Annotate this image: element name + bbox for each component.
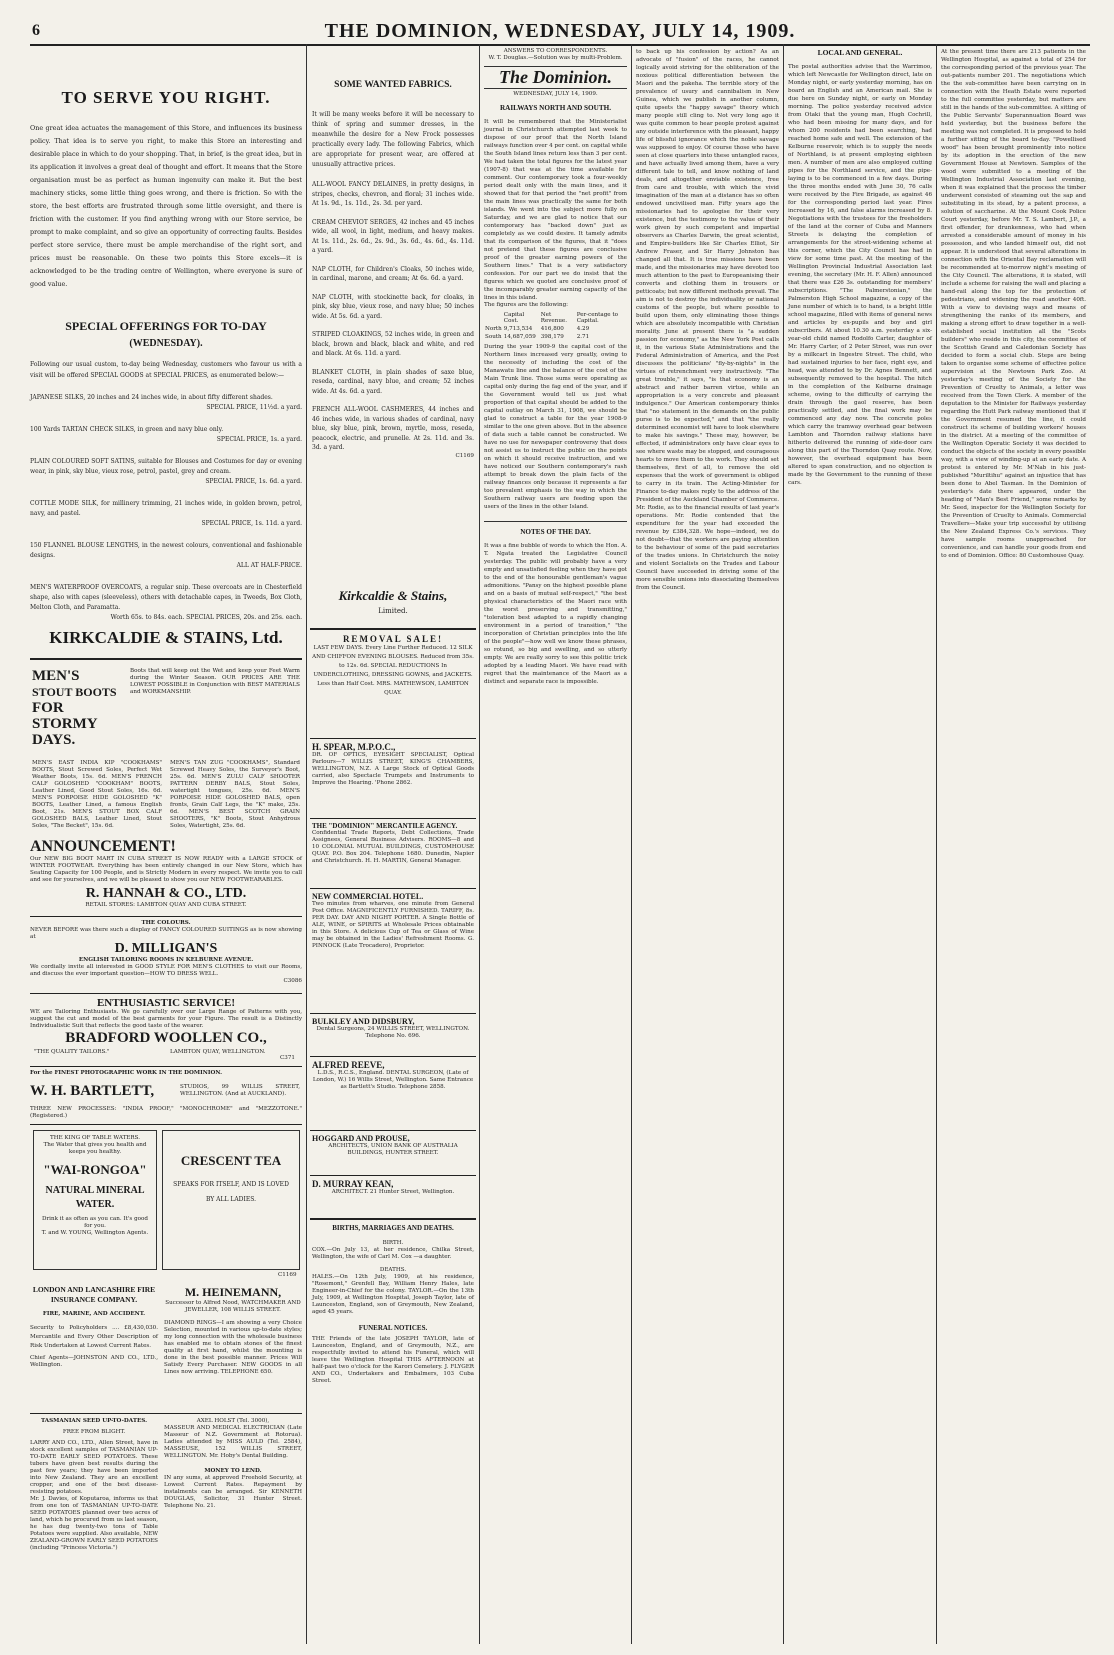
special-sub: (WEDNESDAY). [129, 338, 203, 349]
funeral-head: FUNERAL NOTICES. [358, 1324, 428, 1332]
offer-text: MEN'S WATERPROOF OVERCOATS, a regular snip. These overcoats are in Chesterfield shape, also with capes (sleeveless), others with detachable capes, in Tweeds, Box Cloth, Melton Cloth, and Paramatta. [30, 584, 302, 611]
boots-title-line: DAYS. [32, 732, 76, 748]
bmd-head: BIRTHS, MARRIAGES AND DEATHS. [332, 1224, 454, 1232]
bulkley-advert [312, 1017, 474, 1040]
bradford-advert [30, 997, 302, 1061]
hoggard-advert [312, 1134, 474, 1157]
section-rule [310, 1175, 476, 1176]
column-rule [631, 44, 632, 1644]
section-rule [310, 1130, 476, 1131]
offer-item [30, 393, 302, 413]
table-header [484, 311, 503, 325]
bradford-name: BRADFORD WOOLLEN CO., [65, 1030, 267, 1046]
hannah-name: R. HANNAH & CO., LTD. [85, 886, 247, 901]
heinemann-body: Successor to Alfred Nood, WATCHMAKER AND JEWELLER, 108 WILLIS STREET. [165, 1300, 301, 1313]
editorial-continued [636, 48, 779, 592]
tasman-sub: FREE FROM BLIGHT. [62, 1429, 126, 1435]
special-intro: Following our usual custom, to-day being Wednesday, customers who favour us with a visit will be offered SPECIAL GOODS at SPECIAL PRICES, as enumerated below:— [30, 361, 302, 379]
section-rule [310, 888, 476, 889]
agency-body: Confidential Trade Reports, Debt Collections, Trade Assignees, General Business Advisers. ROOMS—8 and 10 COLONIAL MUTUAL BUILDINGS, CUSTOMHOUSE QUAY. P.O. Box 204. Telephone 1680. Dunedin, Napier and Christchurch. H. H. MARTIN, General Manager. [312, 830, 474, 864]
bartlett-name: W. H. BARTLETT, [30, 1083, 155, 1099]
reeve-body: L.D.S., R.C.S., England. DENTAL SURGEON, (Late of London, W.) 16 Willis Street, Wellington. Same Entrance as Bartlett's Studio. Telephone 2858. [312, 1070, 474, 1090]
local-head: LOCAL AND GENERAL. [817, 48, 903, 57]
offer-text: COTTLE MODE SILK, for millinery trimming, 21 inches wide, in golden brown, petrol, navy, and pastel. [30, 500, 302, 517]
notes-body: It was a fine bubble of words to which the Hon. A. T. Ngata treated the Legislative Council yesterday. The public will probably have a very empty and unsatisfied feeling when they have got to the end of the honourable gentleman's vague admonitions. "Pansy on the highest possible plane and on a basis of mutual self-respect," "the best physical characteristics of the Maori race with the worst preserving and transmitting," "toleration best adapted to a rapidly changing environment in a period of transition," "the incorporation of Christian principles into the life of the people"—how well we know these phrases, so rotund, so big and swelling, and so utterly empty. We are really sorry to see this politic trick adopted by a leading Maori. We have read with regret that the maintenance of the Maori as a distinct and separate race is impossible. [484, 543, 627, 685]
boots-title-line: STORMY [32, 716, 98, 732]
hotel-body: Two minutes from wharves, one minute from General Post Office. MAGNIFICENTLY FURNISHED. TARIFF, 8s. PER DAY. DAY AND NIGHT PORTER. A Single Bottle of ALE, WINE, or SPIRITS at Wholesale Prices obtainable in this Store. A delicious Cup of Tea or Glass of Wine may be obtained in the Ladies' Refreshment Rooms. G. PINNOCK (Late Trocadero), Proprietor. [312, 901, 474, 949]
hoyte-body: MASSEUR AND MEDICAL ELECTRICIAN (Late Masseur of N.Z. Government at Rotorua). Ladies attended by MISS AULD (Tel. 2584), MASSEUSE, 152 WILLIS STREET, WELLINGTON. Mr. Hoby's Dental Building. [164, 1425, 302, 1459]
table-header: Per-centage to Capital. [576, 312, 618, 324]
colours-body: NEVER BEFORE was there such a display of FANCY COLOURED SUITINGS as is now showing at [30, 927, 302, 940]
boots-title-line: MEN'S [32, 668, 80, 684]
spear-advert [312, 742, 474, 787]
serve-body: One great idea actuates the management of this Store, and influences its business policy. That idea is to serve you right, to make this Store an interesting and desirable place in which to do your shopping. That, in brief, is the great idea, but in its application it involves a great deal of thought and effort. It means that the Store organisation must be as perfect as human ingenuity can make it. But the best machinery sticks, some little thing goes wrong, and there is friction. So with the store, the best efforts are frustrated through some little oversight, and there is friction with the customer. If you find anything wrong with our Store service, be prompt to make complaint, and so give an opportunity of correcting faults. Besides perfect store service, there must be ample merchandise of the right sort, and prices must be reasonable. On these two points this Store excels—it is acknowledged to be the trading centre of Wellington, where everyone is sure of good value. [30, 124, 302, 288]
table-cell: South [485, 334, 502, 340]
waiwater-agent: T. and W. YOUNG, Wellington Agents. [41, 1230, 149, 1236]
table-row [484, 333, 627, 341]
boots-items-right: MEN'S TAN ZUG "COOKHAMS", Standard Screwed Heavy Soles, the Surveyor's Boot, 25s. 6d. MEN'S ZULU CALF SHOOTER PATTERN DERBY BALS, Stout Soles, watertight tongues, 25s. 6d. MEN'S PORPOISE HIDE GOLOSHED BALS, open fronts, Grain Calf Legs, the "K" make, 25s. 6d. MEN'S BEST SCOTCH GRAIN SHOOTERS, "K" Boots, Stout Anhydrous Soles, Watertight, 25s. 6d. [170, 760, 300, 829]
notes-head: NOTES OF THE DAY. [484, 521, 627, 536]
dental1-head: BULKLEY AND DIDSBURY, [312, 1017, 415, 1026]
masseur-advert [164, 1418, 302, 1510]
table-caption: The figures are the following: [484, 302, 569, 308]
waiwater-head: THE KING OF TABLE WATERS. [49, 1135, 141, 1141]
milligan-sub: ENGLISH TAILORING ROOMS IN KELBURNE AVENUE. [78, 957, 254, 963]
crescent-tea-advert [162, 1130, 300, 1270]
column-rule [306, 44, 307, 1644]
fabric-item: ALL-WOOL FANCY DELAINES, in pretty designs, in stripes, checks, chevron, and floral; 31 inches wide. At 1s. 9d., 1s. 11d., 2s. 3d. per yard. [312, 181, 474, 207]
kirkcaldie-firm: KIRKCALDIE & STAINS, Ltd. [49, 628, 283, 647]
section-rule [310, 1056, 476, 1057]
fabric-item: NAP CLOTH, for Children's Cloaks, 50 inches wide, in cardinal, marone, and cream; At 6s. 6d. a yard. [312, 265, 474, 282]
boots-items-left: MEN'S EAST INDIA KIP "COOKHAMS" BOOTS, Stout Screwed Soles, Perfect Wet Weather Boots, 15s. 6d. MEN'S FRENCH CALF GOLOSHED "COOKHAM" BOOTS, Leather Lined, Good Stout Soles, 16s. 6d. MEN'S PORPOISE HIDE GOLOSHED "K" BOOTS, Leather Lined, a famous English Boot, 21s. MEN'S STOUT BOX CALF GOLOSHED BALS, Leather Lined, Stout Soles, "The Becket", 15s. 6d. [32, 760, 162, 829]
bradford-addr: LAMBTON QUAY, WELLINGTON. [170, 1049, 266, 1055]
table-cell: 14,687,059 [503, 334, 536, 340]
section-rule [30, 1413, 302, 1414]
offer-price: ALL AT HALF-PRICE. [236, 562, 302, 569]
offer-price: SPECIAL PRICE, 1s. 11d. a yard. [201, 520, 302, 527]
funeral-body: THE Friends of the late JOSEPH TAYLOR, late of Launceston, England, and of Greymouth, N.Z., are respectfully invited to attend his Funeral, which will leave the Wellington Hospital THIS AFTERNOON at half-past two o'clock for the Karori Cemetery. J. FLYGER AND CO., Undertakers and Embalmers, 103 Cuba Street. [312, 1336, 474, 1384]
answers-head: ANSWERS TO CORRESPONDENTS. [503, 48, 608, 54]
bartlett-processes: THREE NEW PROCESSES: "INDIA PROOF," "MONOCHROME" and "MEZZOTONE." (Registered.) [30, 1106, 302, 1119]
tasman-body: LARRY AND CO., LTD., Allen Street, have in stock excellent samples of TASMANIAN UP-TO-DATE EARLY SEED POTATOES. These tubers have given best results during the past few years; they have been imported into New Zealand. They are an excellent cropper, and one of the best disease-resisting potatoes. [30, 1440, 158, 1495]
hotel-head: NEW COMMERCIAL HOTEL. [312, 892, 424, 901]
offer-item [30, 499, 302, 529]
kirkcaldie-advert [30, 52, 302, 629]
spear-head: H. SPEAR, M.P.O.C., [312, 742, 396, 752]
tea-name: CRESCENT TEA [180, 1153, 282, 1168]
column-rule [783, 44, 784, 1644]
tasman-head: TASMANIAN SEED UP-TO-DATES. [40, 1418, 148, 1424]
section-rule [30, 1124, 302, 1125]
offer-price: SPECIAL PRICE, 11½d. a yard. [206, 404, 302, 411]
masthead [30, 18, 1086, 44]
agency-head: THE "DOMINION" MERCANTILE AGENCY. [312, 822, 458, 830]
masthead-title: THE DOMINION, WEDNESDAY, JULY 14, 1909. [324, 20, 796, 42]
column-body: At the present time there are 213 patients in the Wellington Hospital, as against a total of 254 for the corresponding period of the previous year. The out-patients number 201. The negotiations which the the sub-committee have been carrying on in connection with the Heath Estate were reported to the full committee yesterday, but matters are still in the hands of the sub-committee. A sitting of the Public Servants' Superannuation Board was held yesterday, but the business before the meeting was not completed. It is proposed to hold a further sitting of the board to-day. "Powellised wood" has been brought prominently into notice by its adoption in the erection of the new Government House at Newtown. Samples of the wood were submitted to a meeting of the Wellington Industrial Association last evening, when it was explained that the process the timber underwent consisted of steaming out the sap and substituting in its stead, by a patent process, a solution of saccharine. At the Mount Cook Police Court yesterday, before Mr. T. S. Lambert, J.P., a first offender, for drunkenness, who had when arrested a considerable amount of money in his possession, and who landed himself out, did not appear. It is understood that several alterations in connection with the Oriental Bay reclamation will be recommended at to-morrow night's meeting of the City Council. The alterations, it is stated, will include a scheme for raising the wall and placing a hand-rail along the top for the protection of pedestrians, and widening the road another 40ft. With a view to devising ways and means of strengthening the ranks of its members, and making a strong effort to draw together in a well-established social institution all the "Scots builders" who reside in this city, the committee of the Scottish Grand and Caledonian Society has decided to form a social club. Steps are being taken to organise some scheme of effective police supervision at the Newtown Park Zoo. At yesterday's meeting of the Society for the Prevention of Cruelty to Animals, a letter was received from the Town Clerk. A member of the deputation to the Minister for Railways yesterday regarding the Hutt Park railway mentioned that if the Government resumed the line, it could construct its scheme of building workers' houses in the district. At a meeting of the committee of the Wellington Operatic Society it was decided to conduct the objects of the society in every possible way, with a view of winding-up at an early date. A protest is entered by Mr. M'Nab in his just-published "Muriltihu" against an injustice that has been done to Abel Tasman. In the Dominion of yesterday's date there appeared, under the heading of "Man's Best Friend," some remarks by Mr. Seed, inspector for the Wellington Society for the Prevention of Cruelty to Animals. Commercial Travellers—Make your trip successful by utilising the New Zealand Express Co.'s services. They have sample rooms unapproached for convenience, and can handle your goods from end to end of Dominion. Office: 80 Customhouse Quay. [941, 49, 1086, 559]
birth-head: BIRTH. [382, 1240, 404, 1246]
local-general-continued [941, 48, 1086, 560]
section-rule [310, 818, 476, 819]
advert-code: C371 [280, 1055, 295, 1061]
offer-price: Worth 65s. to 84s. each. SPECIAL PRICES, 20s. and 25s. each. [110, 614, 302, 621]
london-agents: Chief Agents—JOHNSTON AND CO., LTD., Wellington. [30, 1355, 158, 1368]
boots-title [32, 668, 124, 748]
hannah-sub: RETAIL STORES: LAMBTON QUAY AND CUBA STREET. [85, 902, 247, 908]
offers-list [30, 393, 302, 623]
birth-body: COX.—On July 13, at her residence, Chilka Street, Wellington, the wife of Carl M. Cox —a daughter. [312, 1247, 474, 1260]
announce-body: Our NEW BIG BOOT MART IN CUBA STREET IS NOW READY with a LARGE STOCK of WINTER FOOTWEAR. Everything has been entirely changed in our New Store, which has Seating Capacity for 100 People, and is Strictly Modern in every respect. We invite you to call and see for yourselves, and we will be pleased to show you our NEW FOOTWEARABLES. [30, 856, 302, 883]
nameplate: The Dominion. [484, 66, 627, 89]
boots-advert [30, 664, 302, 854]
rail-head: RAILWAYS NORTH AND SOUTH. [499, 104, 612, 112]
table-row [484, 325, 627, 333]
reeve-head: ALFRED REEVE, [312, 1060, 385, 1070]
fabric-item: CREAM CHEVIOT SERGES, 42 inches and 45 inches wide, all wool, in light, medium, and heavy makes. At 1s. 11d., 2s. 6d., 2s. 9d., 3s. 6d., 4s. 6d., 4s. 11d. a yard. [312, 218, 474, 254]
wairongoa-advert [33, 1130, 157, 1270]
kirkcaldie-signature: Kirkcaldie & Stains, [338, 588, 448, 603]
table-cell: 398,179 [540, 334, 564, 340]
london-sub: FIRE, MARINE, AND ACCIDENT. [42, 1311, 146, 1317]
serve-title: TO SERVE YOU RIGHT. [61, 88, 271, 107]
milligan-name: D. MILLIGAN'S [114, 941, 218, 956]
photo-head: For the FINEST PHOTOGRAPHIC WORK IN THE DOMINION. [30, 1070, 223, 1076]
offer-item [30, 457, 302, 487]
offer-price: SPECIAL PRICE, 1s. 6d. a yard. [205, 478, 302, 485]
table-cell: 2.71 [576, 334, 590, 340]
heinemann-advert [164, 1285, 302, 1376]
tasmanian-advert [30, 1418, 158, 1552]
london-body: Security to Policyholders .... £8,430,030. Mercantile and Every Other Description of Risk Undertaken at Lowest Current Rates. [30, 1325, 158, 1349]
waiwater-body2: Drink it as often as you can. It's good for you. [42, 1216, 148, 1229]
fabric-item: NAP CLOTH, with stockinette back, for cloaks, in pink, sky blue, vieux rose, and navy blue; 50 inches wide. At 5s. 6d. a yard. [312, 293, 474, 320]
masthead-rule [30, 44, 1090, 46]
offer-text: 150 FLANNEL BLOUSE LENGTHS, in the newest colours, conventional and fashionable designs. [30, 542, 302, 559]
money-head: MONEY TO LEND. [204, 1468, 262, 1474]
colours-head: THE COLOURS. [141, 920, 191, 926]
table-cell: 416,800 [540, 326, 564, 332]
section-rule [30, 1066, 302, 1067]
tasman-body2: Mr. J. Davies, of Koputaroa, informs us that from one ton of TASMANIAN UP-TO-DATE SEED POTATOES planned over two acres of land, which he procured from us last season, he has dug twenty-two tons of Table Potatoes were supplied. Also available, NEW ZEALAND-GROWN EARLY SEED POTATOES (including "Princess Victoria.") [30, 1496, 158, 1551]
removal-body: LAST FEW DAYS. Every Line Further Reduced. 12 SILK AND CHIFFON EVENING BLOUSES. Reduced from 35s. to 12s. 6d. SPECIAL REDUCTIONS In UNDERCLOTHING, DRESSING GOWNS, and JACKETS. Less than Half Cost. MRS. MATHEWSON, LAMBTON QUAY. [312, 645, 474, 696]
milligan-advert [30, 920, 302, 985]
deaths-body: HALES.—On 12th July, 1909, at his residence, "Rosemont," Grenfell Bay, William Henry Hales, late Engineer-in-Chief for the colony. TAYLOR.—On the 13th July, 1909, at Wellington Hospital, Joseph Taylor, late of Launceston, England, son of Greymouth, New Zealand, aged 45 years. [312, 1274, 474, 1315]
waiwater-sub: NATURAL MINERAL WATER. [45, 1185, 145, 1210]
table-header: Net Revenue. [540, 312, 568, 324]
section-rule [30, 658, 302, 660]
column-body: to back up his confession by action? As an advocate of "fusion" of the races, he cannot logically avoid striving for the obliteration of the noxious political differentiation between the Maori and the pakeha. The terrible story of the prevalence of usury and cannibalism in New Guinea, which we publish in another column, quite upsets the "happy savage" theory which many people still cling to. Not very long ago it was quite common to hear people protest against any outside interference with the pleasant, happy life of blissful ignorance which the noble savage was supposed to enjoy. Of course those who have seen at close quarters into these untangled races, and have actually lived among them, have a very different tale to tell, and know nothing of land deals, and altogether enviable existence, free from care and trouble, with which the vivid imagination of the man at a distance has so often endowed uncivilised man. Fifty years ago the missionaries had to apologise for their very existence, but the testimony to the value of their work given by such competent and impartial observers as Charles Darwin, the great scientist, and Empire-builders like Sir Charles Elliot, Sir Andrew Fraser, and Sir Harry Johnston has changed all that. It is true missions have been made, and the missionaries may have devoted too much attention to the past to Europeanising their converts and clothing them in trousers or petticoats; but now different methods prevail. The aim is not to destroy the individuality or national customs of the people, but where possible to build upon them, only eliminating those things which are absolutely incompatible with Christian morality. June at present there is "a sudden passion for economy," as the New York Post calls it, in the various State Administrations and the Federal Administration of America, and the Post discusses the politicians' "fly-by-nights" in the virtues of retrenchment very instructively. "The great trouble," it says, "is that economy is an abstract and rather barren virtue, while an appropriation is a very concrete and pleasant indulgence." Our American contemporary thinks that "no statement in the demands on the public purse is to be expected," and that "the really determined economist will have to look elsewhere to make his savings." These may, however, be effected, if administrators only have clear eyes to see where waste may be stopped, and courageous hearts to move them to the work. They should set themselves, first of all, to remove the old expenses that the work of government is obliged to carry in its train. The Acting-Minister for Finance to-day makes reply to the address of the President of the Auckland Chamber of Commerce. Mr. Rodie, as to the financial results of last year's operations. Mr. Rodie contended that the expenditure for the year had exceeded the revenue by £384,328. We hope—indeed, we do not doubt—that the workers are paying attention to the behaviour of some of the paid secretaries of the trades unions. In Christchurch the noisy and violent Socialists on the Trades and Labour Council have succeeded in driving some of the more sensible unions into dissociating themselves from the Council. [636, 49, 779, 591]
reeve-advert [312, 1060, 474, 1091]
bradford-sub: "THE QUALITY TAILORS." [34, 1049, 110, 1055]
table-header: Capital Cost. [503, 312, 525, 324]
offer-item [30, 583, 302, 623]
boots-title-line: STOUT BOOTS [32, 685, 117, 699]
announce-title: ANNOUNCEMENT! [30, 838, 176, 855]
offer-text: JAPANESE SILKS, 20 inches and 24 inches wide, in about fifty different shades. [30, 394, 273, 401]
advert-code: C1169 [278, 1272, 297, 1278]
column-body: The postal authorities advise that the Warrimoo, which left Newcastle for Wellington direct, late on Monday night, or early yesterday morning, has on board an English and an American mail. She is due here on Sunday night, or early on Monday morning. The police yesterday received advice from Otaki that the young man, Hugh Cochrill, who had been missing for many days, and for whom 200 residents had been searching, had reached home safe and well. The extension of the Kelburne reservoir, which is to supply the needs of Northland, is at present employing eighteen men. A number of men are also employed cutting pipes for the Northland service, and the pipe-laying is to be commenced in a few days. During the three months ended with June 30, 76 calls were received by the Fire Brigade, as against 46 for the corresponding period last year. Fires increased by 16, and false alarms increased by 8. Negotiations with the trustees for the freeholders of the land at the corner of Cuba and Manners Streets is delaying the completion of arrangements for the street-widening scheme at this corner, which the City Council has had in view for some time past. At the meeting of the Wellington Provincial Industrial Association last evening, the secretary (Mr. H. F. Allen) announced that there was £26 3s. outstanding for members' subscriptions. "The Palmerstonian," the Palmerston High School magazine, a copy of the June number of which is to hand, is a bright little school magazine, filled with items of general news and articles by ex-pupils and boy and girl subscribers. At about 10.30 a.m. yesterday a six-year-old child named Rodolfo Carter, daughter of Mr. Harry Carter, of 2 Peter Street, was run over by a milkcart in Ingestre Street. The child, who had sustained injuries to her face, right eye, and head, was attended to by Dr. Agnes Bennett, and subsequently removed to the hospital. The hitch in the completion of the Kelburne drainage scheme, owing to the difficulty of carrying the drain through the gaol reserve, has been practically settled, and the final work may be commenced any day now. The concrete poles which carry the tramway overhead gear between Lambton and Thorndon railway stations have hitherto delivered the running of side-door cars along this part of the Thorndon Quay route. Now, however, the overhead equipment has been altered to span construction, and no objection is made by the Government to the running of these cars. [788, 64, 932, 486]
section-rule [30, 993, 302, 994]
rail-body: It will be remembered that the Ministerialist journal in Christchurch attempted last week to dispose of our proof that the North Island railways function over 4 per cent. on capital while the South Island lines return less than 3 per cent. We had taken the total figures for the latest year (1907-8) that was at the time available for comment. Our contemporary took a four-weekly period dealt only with the main lines, and it showed that for that period the "net profit" from the main lines was practically the same for both islands. We went into the subject more fully on Saturday, and we are glad to notice that our contemporary has "backed down" just as completely as we could desire. It tamely admits that its comparison of the figures, that it "does not pretend that these figures are conclusive proof of the greater earning powers of the Southern lines." That is a very satisfactory confession. For our part we do insist that the figures which we quoted are conclusive proof of the incomparably greater earning capacity of the lines in this island. [484, 119, 627, 301]
answers-body: W. T. Douglas.—Solution was by multi-Problem. [488, 55, 623, 61]
announcement-advert [30, 838, 302, 909]
rail-body-2: During the year 1909-9 the capital cost of the Northern lines increased very greatly, owing to the necessity of including the cost of the Manawatu line and the balance of the cost of the Main Trunk line. Those sums were operating as capital only during the fag end of the year, and if the Government would tell us just what proportion of that capital should be added to the capital outlay on March 31, 1908, we should be glad to construct a table for the year 1908-9 similar to the one given above. But in the absence of data such a table cannot be constructed. We have no use for newspaper controversy that does not assist us to instruct the public on the points on which it should receive instruction, and we have noticed our Southern contemporary's rash attempt to break down the plain facts of the railway finances only because it represents a far too prevalent emphasis to the way in which the Southern railway users are feeding upon the users of the lines in the other Island. [484, 344, 627, 510]
heinemann-name: M. HEINEMANN, [184, 1285, 282, 1299]
table-cell: 9,713,534 [503, 326, 533, 332]
kean-advert [312, 1179, 474, 1196]
milligan-body: We cordially invite all interested in GOOD STYLE FOR MEN'S CLOTHES to visit our Rooms, and discuss the ever important question—HOW TO DRESS WELL. [30, 964, 302, 977]
table-row [484, 311, 627, 325]
dental1-body: Dental Surgeons, 24 WILLIS STREET, WELLINGTON. Telephone No. 696. [316, 1026, 470, 1039]
hotel-advert [312, 892, 474, 950]
enth-head: ENTHUSIASTIC SERVICE! [96, 997, 236, 1009]
offer-price: SPECIAL PRICE, 1s. a yard. [216, 436, 302, 443]
local-general-column [788, 48, 932, 487]
advert-code: C3086 [283, 978, 302, 984]
money-body: IN any sums, at approved Freehold Security, at Lowest Current Rates. Repayment by instalments can be arranged. Sir KENNETH DOUGLAS, Solicitor, 31 Hunter Street. Telephone No. 21. [164, 1475, 302, 1509]
railway-table [484, 311, 627, 341]
fabrics-title: SOME WANTED FABRICS. [334, 80, 452, 90]
kirkcaldie-limited: Limited. [378, 607, 408, 615]
london-head: LONDON AND LANCASHIRE FIRE INSURANCE COMPANY. [32, 1285, 156, 1304]
offer-text: 100 Yards TARTAN CHECK SILKS, in green and navy blue only. [30, 426, 224, 433]
london-lancashire-advert [30, 1285, 158, 1369]
offer-item [30, 425, 302, 445]
fabrics-advert [312, 80, 474, 460]
bmd-section [312, 1224, 474, 1385]
kean-head: D. MURRAY KEAN, [312, 1179, 394, 1189]
section-rule [310, 1218, 476, 1220]
boots-body: Boots that will keep out the Wet and keep your Feet Warm during the Winter Season. OUR PRICES ARE THE LOWEST POSSIBLE in Conjunction with BEST MATERIALS and WORKMANSHIP. [130, 668, 300, 695]
editorial-column [484, 48, 627, 686]
kean-body: ARCHITECT. 21 Hunter Street, Wellington. [331, 1189, 455, 1195]
hoyte-head: AXEL HOLST (Tel. 3000), [196, 1418, 270, 1424]
table-cell: North [485, 326, 502, 332]
removal-sale-advert [312, 634, 474, 698]
fabric-item: BLANKET CLOTH, in plain shades of saxe blue, reseda, cardinal, navy blue, and cream; 52 inches wide. At 4s. 6d. a yard. [312, 368, 474, 395]
agency-advert [312, 822, 474, 865]
removal-head: REMOVAL SALE! [342, 634, 444, 644]
fabrics-intro: It will be many weeks before it will be necessary to think of spring and summer dresses, in the meanwhile the desire for a New Frock possesses practically every lady. The following Fabrics, which are appropriate for present wear, are offered at unusually attractive prices. [312, 111, 474, 168]
edition-date: WEDNESDAY, JULY 14, 1909. [513, 91, 598, 97]
hoggard-body: ARCHITECTS, UNION BANK OF AUSTRALIA BUILDINGS, HUNTER STREET. [328, 1143, 458, 1156]
bartlett-addr: STUDIOS, 99 WILLIS STREET, WELLINGTON. (And at AUCKLAND). [180, 1084, 300, 1097]
waiwater-body: The Water that gives you health and keeps you healthy. [43, 1142, 147, 1155]
section-rule [310, 628, 476, 630]
column-rule [936, 44, 937, 1644]
column-rule [479, 44, 480, 1644]
offer-item [30, 541, 302, 571]
enth-body: WE are Tailoring Enthusiasts. We go carefully over our Large Range of Patterns with you, suggest the cut and model of the best garments for your Figure. The result is a Distinctly Individualistic Suit that reflects the good taste of the wearer. [30, 1009, 302, 1029]
fabric-item: STRIPED CLOAKINGS, 52 inches wide, in green and black, brown and black, black and white, and red and black. At 6s. 11d. a yard. [312, 331, 474, 357]
tea-body: SPEAKS FOR ITSELF, AND IS LOVED BY ALL LADIES. [173, 1181, 289, 1203]
offer-text: PLAIN COLOURED SOFT SATINS, suitable for Blouses and Costumes for day or evening wear, in pink, sky blue, vieux rose, petrol, pastel, grey and cream. [30, 458, 302, 475]
hoggard-head: HOGGARD AND PROUSE, [312, 1134, 410, 1143]
fabric-item: FRENCH ALL-WOOL CASHMERES, 44 inches and 46 inches wide, in various shades of cardinal, navy blue, sky blue, pink, brown, myrtle, moss, reseda, peacock, electric, and prunelle. At 2s. 11d. and 3s. 3d. a yard. [312, 406, 474, 451]
bartlett-advert [30, 1070, 302, 1120]
spear-body: DR. OF OPTICS, EYESIGHT SPECIALIST, Optical Parlours—7 WILLIS STREET, KING'S CHAMBERS, WELLINGTON, N.Z. A Large Stock of Optical Goods carried, also Spectacle Trumpets and Instruments to Improve the Hearing. 'Phone 2862. [312, 752, 474, 786]
advert-code: C1169 [455, 452, 474, 459]
section-rule [310, 738, 476, 739]
boots-title-line: FOR [32, 700, 64, 716]
section-rule [310, 1013, 476, 1014]
special-title: SPECIAL OFFERINGS FOR TO-DAY [65, 319, 267, 333]
diamond-body: DIAMOND RINGS—I am showing a very Choice Selection, mounted in various up-to-date styles; my long connection with the wholesale business has enabled me to obtain stones of the finest quality at first hand, whilst the mounting is done in the best possible manner. Prices Will Satisfy Every Purchaser. NEW GOODS in all Lines now arriving. TELEPHONE 650. [164, 1320, 302, 1375]
table-cell: 4.29 [576, 326, 590, 332]
section-rule [30, 916, 302, 917]
page-number: 6 [32, 22, 40, 39]
deaths-head: DEATHS. [379, 1267, 407, 1273]
waiwater-name: "WAI-RONGOA" [43, 1162, 147, 1177]
